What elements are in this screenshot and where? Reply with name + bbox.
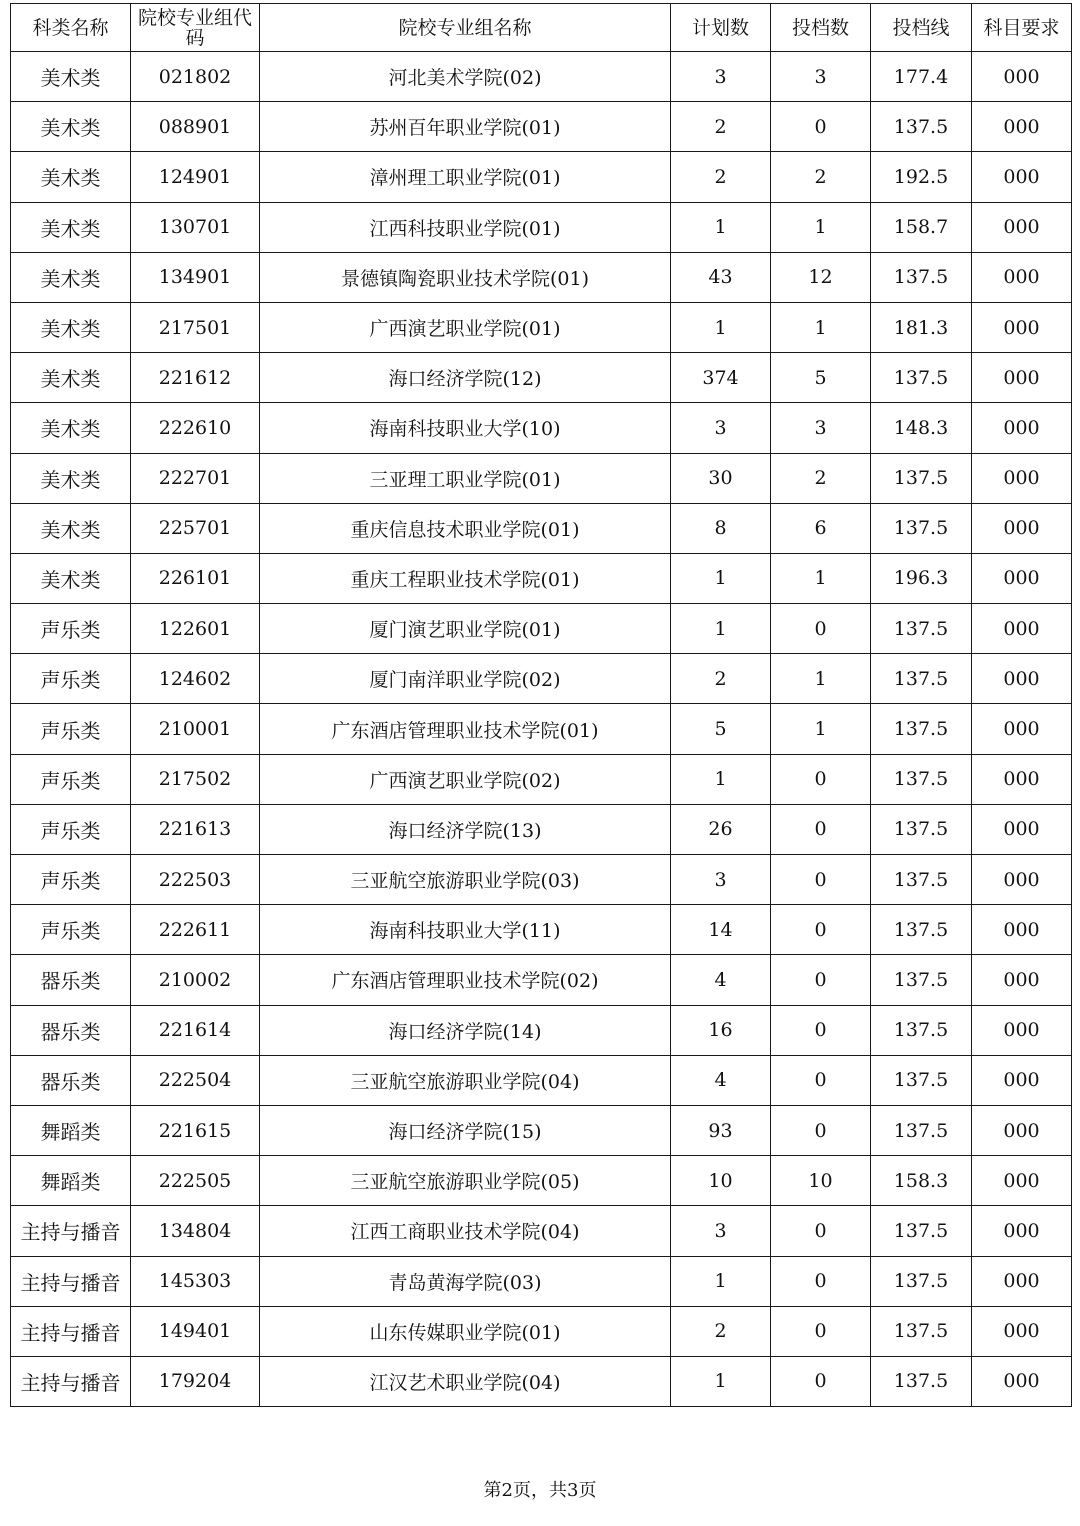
subject-requirement-cell: 000 xyxy=(972,503,1072,553)
category-cell: 美术类 xyxy=(11,553,131,603)
table-row xyxy=(11,804,1072,854)
subject-requirement-cell: 000 xyxy=(972,52,1072,102)
group-name-cell: 江西工商职业技术学院(04) xyxy=(260,1206,671,1256)
group-code-cell: 222701 xyxy=(131,453,260,503)
table-row xyxy=(11,754,1072,804)
category-cell: 声乐类 xyxy=(11,704,131,754)
category-cell: 声乐类 xyxy=(11,804,131,854)
subject-requirement-cell: 000 xyxy=(972,1256,1072,1306)
plan-count-cell: 2 xyxy=(671,654,771,704)
cutoff-score-cell: 137.5 xyxy=(871,754,972,804)
cutoff-score-cell: 137.5 xyxy=(871,1306,972,1356)
group-code-cell: 210001 xyxy=(131,704,260,754)
subject-requirement-cell: 000 xyxy=(972,704,1072,754)
group-name-cell: 苏州百年职业学院(01) xyxy=(260,102,671,152)
group-name-cell: 广东酒店管理职业技术学院(01) xyxy=(260,704,671,754)
group-code-cell: 088901 xyxy=(131,102,260,152)
plan-count-cell: 3 xyxy=(671,52,771,102)
category-cell: 器乐类 xyxy=(11,955,131,1005)
cutoff-score-cell: 137.5 xyxy=(871,1256,972,1306)
plan-count-cell: 2 xyxy=(671,1306,771,1356)
group-name-cell: 厦门演艺职业学院(01) xyxy=(260,604,671,654)
plan-count-cell: 3 xyxy=(671,403,771,453)
category-cell: 美术类 xyxy=(11,52,131,102)
cutoff-score-cell: 177.4 xyxy=(871,52,972,102)
plan-count-cell: 1 xyxy=(671,754,771,804)
plan-count-cell: 1 xyxy=(671,604,771,654)
cutoff-score-cell: 137.5 xyxy=(871,955,972,1005)
header-group-name: 院校专业组名称 xyxy=(260,4,671,52)
cutoff-score-cell: 196.3 xyxy=(871,553,972,603)
subject-requirement-cell: 000 xyxy=(972,604,1072,654)
group-name-cell: 广西演艺职业学院(01) xyxy=(260,302,671,352)
subject-requirement-cell: 000 xyxy=(972,955,1072,1005)
group-name-cell: 三亚理工职业学院(01) xyxy=(260,453,671,503)
submitted-count-cell: 0 xyxy=(771,1105,871,1155)
category-cell: 美术类 xyxy=(11,403,131,453)
subject-requirement-cell: 000 xyxy=(972,1356,1072,1406)
table-row xyxy=(11,553,1072,603)
submitted-count-cell: 0 xyxy=(771,102,871,152)
header-group-code: 院校专业组代码 xyxy=(131,4,260,52)
subject-requirement-cell: 000 xyxy=(972,1055,1072,1105)
category-cell: 器乐类 xyxy=(11,1055,131,1105)
group-code-cell: 221613 xyxy=(131,804,260,854)
header-row xyxy=(11,4,1072,52)
group-code-cell: 134804 xyxy=(131,1206,260,1256)
group-code-cell: 221614 xyxy=(131,1005,260,1055)
table-row xyxy=(11,503,1072,553)
category-cell: 美术类 xyxy=(11,102,131,152)
group-name-cell: 漳州理工职业学院(01) xyxy=(260,152,671,202)
cutoff-score-cell: 158.7 xyxy=(871,202,972,252)
page-footer: 第2页，共3页 xyxy=(483,1480,597,1501)
group-code-cell: 122601 xyxy=(131,604,260,654)
header-category: 科类名称 xyxy=(11,4,131,52)
cutoff-score-cell: 137.5 xyxy=(871,654,972,704)
group-code-cell: 021802 xyxy=(131,52,260,102)
group-code-cell: 222610 xyxy=(131,403,260,453)
cutoff-score-cell: 137.5 xyxy=(871,453,972,503)
category-cell: 美术类 xyxy=(11,503,131,553)
table-row xyxy=(11,1356,1072,1406)
submitted-count-cell: 0 xyxy=(771,1005,871,1055)
group-name-cell: 三亚航空旅游职业学院(04) xyxy=(260,1055,671,1105)
subject-requirement-cell: 000 xyxy=(972,1005,1072,1055)
submitted-count-cell: 1 xyxy=(771,654,871,704)
submitted-count-cell: 0 xyxy=(771,1206,871,1256)
group-code-cell: 221615 xyxy=(131,1105,260,1155)
group-code-cell: 222504 xyxy=(131,1055,260,1105)
submitted-count-cell: 0 xyxy=(771,955,871,1005)
submitted-count-cell: 3 xyxy=(771,403,871,453)
group-code-cell: 226101 xyxy=(131,553,260,603)
group-name-cell: 海南科技职业大学(10) xyxy=(260,403,671,453)
category-cell: 声乐类 xyxy=(11,905,131,955)
subject-requirement-cell: 000 xyxy=(972,553,1072,603)
cutoff-score-cell: 137.5 xyxy=(871,503,972,553)
submitted-count-cell: 1 xyxy=(771,302,871,352)
category-cell: 美术类 xyxy=(11,152,131,202)
category-cell: 主持与播音 xyxy=(11,1356,131,1406)
group-code-cell: 221612 xyxy=(131,353,260,403)
submitted-count-cell: 0 xyxy=(771,855,871,905)
subject-requirement-cell: 000 xyxy=(972,905,1072,955)
cutoff-score-cell: 137.5 xyxy=(871,905,972,955)
group-name-cell: 厦门南洋职业学院(02) xyxy=(260,654,671,704)
submitted-count-cell: 12 xyxy=(771,252,871,302)
plan-count-cell: 2 xyxy=(671,152,771,202)
table-row xyxy=(11,152,1072,202)
header-subject-requirement: 科目要求 xyxy=(972,4,1072,52)
category-cell: 声乐类 xyxy=(11,604,131,654)
group-name-cell: 重庆工程职业技术学院(01) xyxy=(260,553,671,603)
plan-count-cell: 1 xyxy=(671,202,771,252)
category-cell: 美术类 xyxy=(11,202,131,252)
submitted-count-cell: 0 xyxy=(771,1356,871,1406)
cutoff-score-cell: 137.5 xyxy=(871,1055,972,1105)
submitted-count-cell: 0 xyxy=(771,905,871,955)
plan-count-cell: 374 xyxy=(671,353,771,403)
plan-count-cell: 4 xyxy=(671,1055,771,1105)
group-code-cell: 225701 xyxy=(131,503,260,553)
group-name-cell: 江汉艺术职业学院(04) xyxy=(260,1356,671,1406)
group-name-cell: 三亚航空旅游职业学院(05) xyxy=(260,1156,671,1206)
subject-requirement-cell: 000 xyxy=(972,654,1072,704)
plan-count-cell: 3 xyxy=(671,855,771,905)
group-code-cell: 145303 xyxy=(131,1256,260,1306)
category-cell: 主持与播音 xyxy=(11,1256,131,1306)
group-name-cell: 广西演艺职业学院(02) xyxy=(260,754,671,804)
category-cell: 声乐类 xyxy=(11,855,131,905)
table-row xyxy=(11,905,1072,955)
plan-count-cell: 10 xyxy=(671,1156,771,1206)
header-submitted-count: 投档数 xyxy=(771,4,871,52)
table-row xyxy=(11,1306,1072,1356)
submitted-count-cell: 1 xyxy=(771,202,871,252)
subject-requirement-cell: 000 xyxy=(972,453,1072,503)
category-cell: 美术类 xyxy=(11,353,131,403)
submitted-count-cell: 10 xyxy=(771,1156,871,1206)
subject-requirement-cell: 000 xyxy=(972,353,1072,403)
plan-count-cell: 43 xyxy=(671,252,771,302)
group-name-cell: 景德镇陶瓷职业技术学院(01) xyxy=(260,252,671,302)
subject-requirement-cell: 000 xyxy=(972,152,1072,202)
plan-count-cell: 26 xyxy=(671,804,771,854)
category-cell: 美术类 xyxy=(11,453,131,503)
header-cutoff-score: 投档线 xyxy=(871,4,972,52)
subject-requirement-cell: 000 xyxy=(972,302,1072,352)
cutoff-score-cell: 137.5 xyxy=(871,102,972,152)
cutoff-score-cell: 137.5 xyxy=(871,1105,972,1155)
category-cell: 主持与播音 xyxy=(11,1206,131,1256)
submitted-count-cell: 5 xyxy=(771,353,871,403)
subject-requirement-cell: 000 xyxy=(972,1156,1072,1206)
category-cell: 器乐类 xyxy=(11,1005,131,1055)
group-code-cell: 124901 xyxy=(131,152,260,202)
table-row xyxy=(11,403,1072,453)
group-name-cell: 河北美术学院(02) xyxy=(260,52,671,102)
group-name-cell: 青岛黄海学院(03) xyxy=(260,1256,671,1306)
group-code-cell: 210002 xyxy=(131,955,260,1005)
plan-count-cell: 1 xyxy=(671,302,771,352)
submitted-count-cell: 0 xyxy=(771,754,871,804)
submitted-count-cell: 3 xyxy=(771,52,871,102)
table-row xyxy=(11,704,1072,754)
subject-requirement-cell: 000 xyxy=(972,754,1072,804)
submitted-count-cell: 0 xyxy=(771,1306,871,1356)
plan-count-cell: 5 xyxy=(671,704,771,754)
table-row xyxy=(11,604,1072,654)
header-plan-count: 计划数 xyxy=(671,4,771,52)
group-code-cell: 130701 xyxy=(131,202,260,252)
table-row xyxy=(11,1055,1072,1105)
plan-count-cell: 8 xyxy=(671,503,771,553)
submitted-count-cell: 0 xyxy=(771,804,871,854)
subject-requirement-cell: 000 xyxy=(972,1105,1072,1155)
plan-count-cell: 93 xyxy=(671,1105,771,1155)
category-cell: 美术类 xyxy=(11,302,131,352)
cutoff-score-cell: 137.5 xyxy=(871,855,972,905)
submitted-count-cell: 2 xyxy=(771,152,871,202)
category-cell: 舞蹈类 xyxy=(11,1156,131,1206)
subject-requirement-cell: 000 xyxy=(972,102,1072,152)
admission-table xyxy=(10,3,1072,1407)
table-row xyxy=(11,1105,1072,1155)
table-row xyxy=(11,1005,1072,1055)
table-row xyxy=(11,1156,1072,1206)
plan-count-cell: 1 xyxy=(671,1256,771,1306)
plan-count-cell: 1 xyxy=(671,1356,771,1406)
subject-requirement-cell: 000 xyxy=(972,855,1072,905)
group-name-cell: 三亚航空旅游职业学院(03) xyxy=(260,855,671,905)
subject-requirement-cell: 000 xyxy=(972,804,1072,854)
group-name-cell: 海口经济学院(15) xyxy=(260,1105,671,1155)
plan-count-cell: 2 xyxy=(671,102,771,152)
group-name-cell: 海口经济学院(12) xyxy=(260,353,671,403)
table-row xyxy=(11,453,1072,503)
table-row xyxy=(11,855,1072,905)
group-code-cell: 149401 xyxy=(131,1306,260,1356)
subject-requirement-cell: 000 xyxy=(972,403,1072,453)
table-body xyxy=(11,52,1072,1407)
group-code-cell: 134901 xyxy=(131,252,260,302)
plan-count-cell: 16 xyxy=(671,1005,771,1055)
cutoff-score-cell: 137.5 xyxy=(871,1356,972,1406)
plan-count-cell: 30 xyxy=(671,453,771,503)
group-code-cell: 217501 xyxy=(131,302,260,352)
group-name-cell: 山东传媒职业学院(01) xyxy=(260,1306,671,1356)
cutoff-score-cell: 137.5 xyxy=(871,1005,972,1055)
cutoff-score-cell: 137.5 xyxy=(871,353,972,403)
category-cell: 声乐类 xyxy=(11,654,131,704)
group-name-cell: 海口经济学院(13) xyxy=(260,804,671,854)
table-row xyxy=(11,302,1072,352)
cutoff-score-cell: 158.3 xyxy=(871,1156,972,1206)
subject-requirement-cell: 000 xyxy=(972,202,1072,252)
group-code-cell: 179204 xyxy=(131,1356,260,1406)
table-row xyxy=(11,955,1072,1005)
group-code-cell: 124602 xyxy=(131,654,260,704)
table-row xyxy=(11,252,1072,302)
cutoff-score-cell: 181.3 xyxy=(871,302,972,352)
group-code-cell: 217502 xyxy=(131,754,260,804)
group-name-cell: 江西科技职业学院(01) xyxy=(260,202,671,252)
submitted-count-cell: 0 xyxy=(771,1055,871,1105)
submitted-count-cell: 1 xyxy=(771,704,871,754)
table-row xyxy=(11,1206,1072,1256)
cutoff-score-cell: 192.5 xyxy=(871,152,972,202)
table-row xyxy=(11,654,1072,704)
group-name-cell: 海南科技职业大学(11) xyxy=(260,905,671,955)
cutoff-score-cell: 137.5 xyxy=(871,704,972,754)
table-row xyxy=(11,52,1072,102)
group-code-cell: 222503 xyxy=(131,855,260,905)
submitted-count-cell: 0 xyxy=(771,1256,871,1306)
table-row xyxy=(11,102,1072,152)
plan-count-cell: 14 xyxy=(671,905,771,955)
cutoff-score-cell: 148.3 xyxy=(871,403,972,453)
cutoff-score-cell: 137.5 xyxy=(871,604,972,654)
submitted-count-cell: 0 xyxy=(771,604,871,654)
cutoff-score-cell: 137.5 xyxy=(871,1206,972,1256)
category-cell: 舞蹈类 xyxy=(11,1105,131,1155)
subject-requirement-cell: 000 xyxy=(972,1206,1072,1256)
cutoff-score-cell: 137.5 xyxy=(871,252,972,302)
plan-count-cell: 3 xyxy=(671,1206,771,1256)
table-row xyxy=(11,1256,1072,1306)
group-name-cell: 广东酒店管理职业技术学院(02) xyxy=(260,955,671,1005)
group-name-cell: 重庆信息技术职业学院(01) xyxy=(260,503,671,553)
plan-count-cell: 1 xyxy=(671,553,771,603)
table-row xyxy=(11,353,1072,403)
category-cell: 声乐类 xyxy=(11,754,131,804)
category-cell: 主持与播音 xyxy=(11,1306,131,1356)
category-cell: 美术类 xyxy=(11,252,131,302)
submitted-count-cell: 2 xyxy=(771,453,871,503)
group-code-cell: 222505 xyxy=(131,1156,260,1206)
group-code-cell: 222611 xyxy=(131,905,260,955)
subject-requirement-cell: 000 xyxy=(972,252,1072,302)
table-row xyxy=(11,202,1072,252)
cutoff-score-cell: 137.5 xyxy=(871,804,972,854)
submitted-count-cell: 1 xyxy=(771,553,871,603)
plan-count-cell: 4 xyxy=(671,955,771,1005)
subject-requirement-cell: 000 xyxy=(972,1306,1072,1356)
group-name-cell: 海口经济学院(14) xyxy=(260,1005,671,1055)
submitted-count-cell: 6 xyxy=(771,503,871,553)
